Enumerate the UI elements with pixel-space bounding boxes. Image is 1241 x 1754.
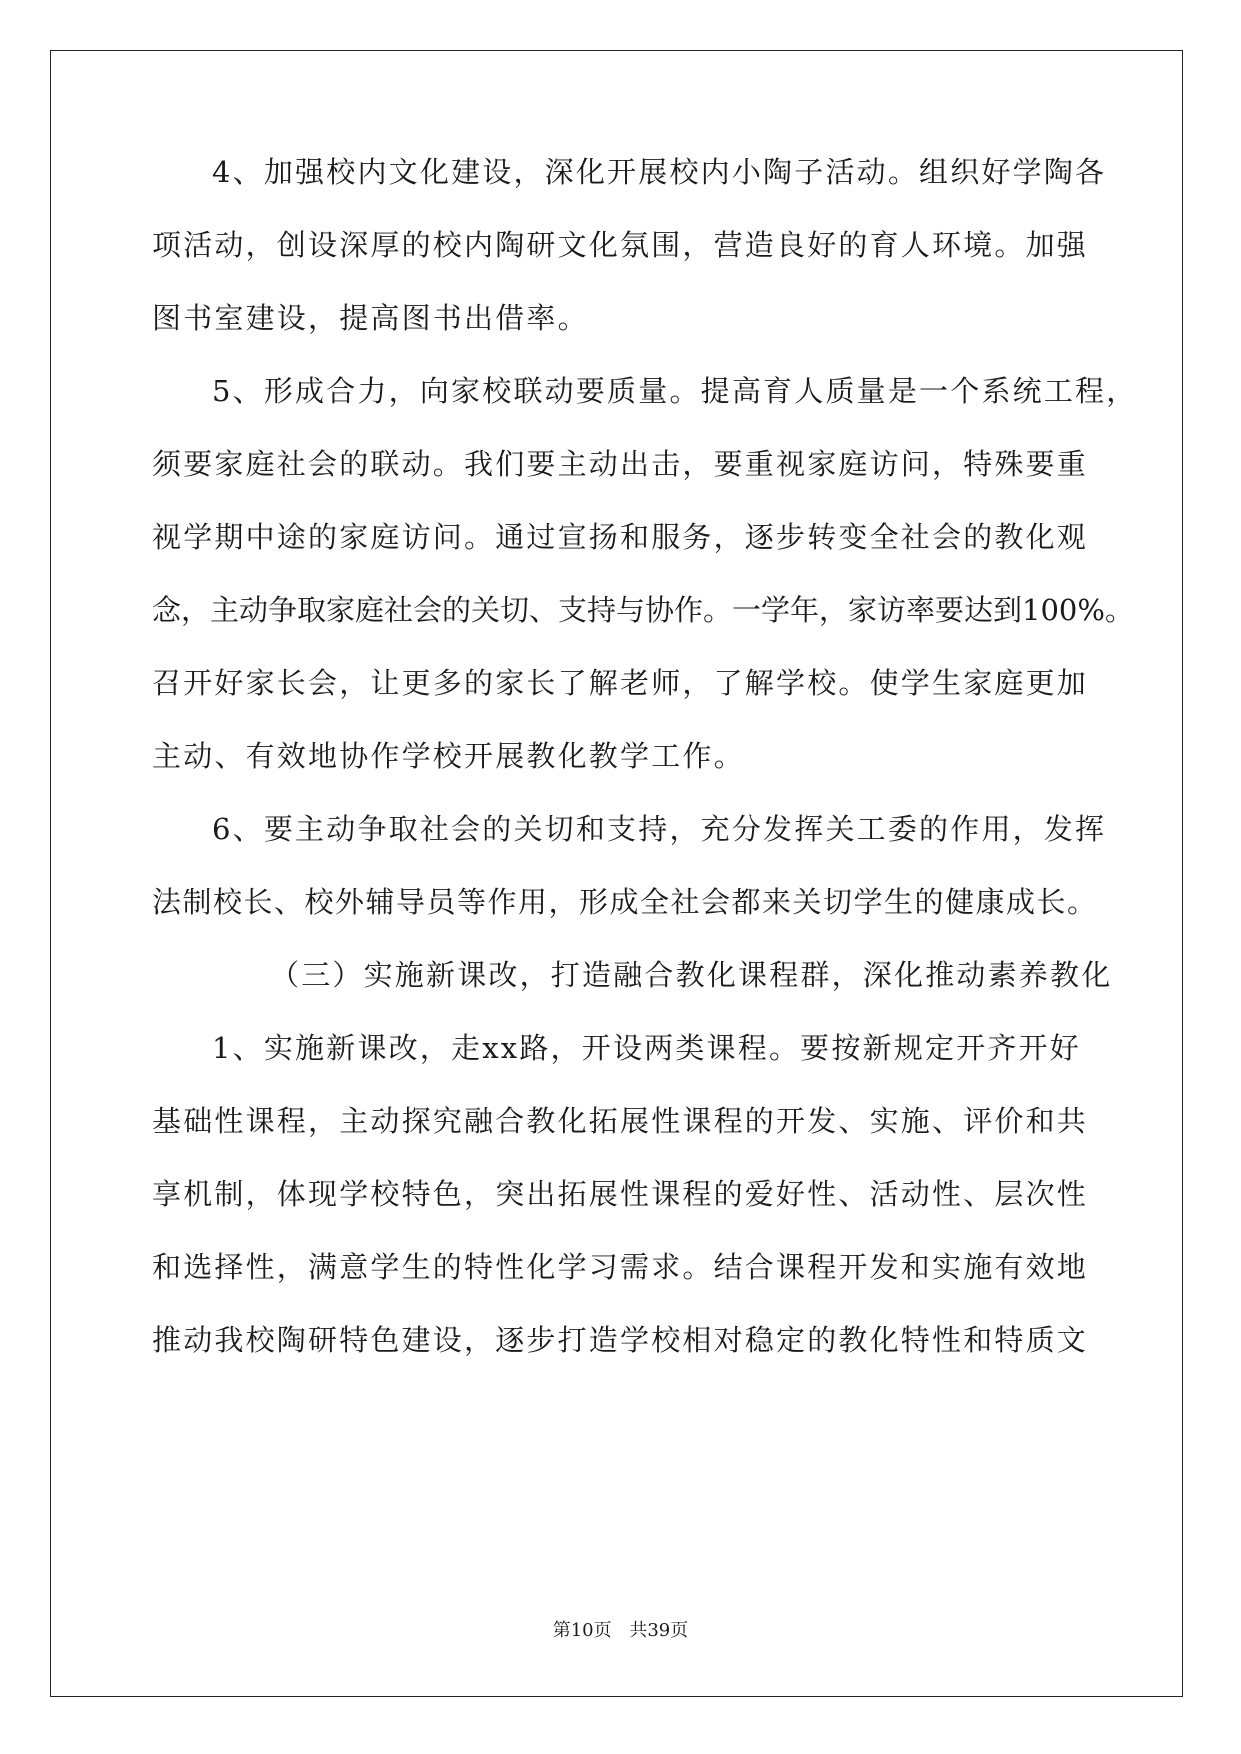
section-heading: （三）实施新课改，打造融合教化课程群，深化推动素养教化	[270, 958, 1113, 992]
text-line: 召开好家长会，让更多的家长了解老师，了解学校。使学生家庭更加	[152, 666, 1089, 700]
text-line: 法制校长、校外辅导员等作用，形成全社会都来关切学生的健康成长。	[152, 885, 1098, 919]
text-line: 主动、有效地协作学校开展教化教学工作。	[152, 739, 745, 773]
text-line: 基础性课程，主动探究融合教化拓展性课程的开发、实施、评价和共	[152, 1104, 1089, 1138]
text-line: 须要家庭社会的联动。我们要主动出击，要重视家庭访问，特殊要重	[152, 447, 1089, 481]
page-number: 第10页	[552, 1620, 612, 1641]
text-line: 项活动，创设深厚的校内陶研文化氛围，营造良好的育人环境。加强	[152, 228, 1089, 262]
text-line: 推动我校陶研特色建设，逐步打造学校相对稳定的教化特性和特质文	[152, 1323, 1089, 1357]
text-line: 6、要主动争取社会的关切和支持，充分发挥关工委的作用，发挥	[212, 812, 1107, 846]
text-line: 和选择性，满意学生的特性化学习需求。结合课程开发和实施有效地	[152, 1250, 1089, 1284]
text-line: 图书室建设，提高图书出借率。	[152, 301, 589, 335]
text-line: 视学期中途的家庭访问。通过宣扬和服务，逐步转变全社会的教化观	[152, 520, 1089, 554]
page-border	[50, 50, 1183, 1697]
text-line: 1、实施新课改，走xx路，开设两类课程。要按新规定开齐开好	[212, 1031, 1081, 1065]
page-total: 共39页	[629, 1620, 689, 1641]
text-line: 5、形成合力，向家校联动要质量。提高育人质量是一个系统工程，	[212, 374, 1138, 408]
page-footer	[0, 1620, 1241, 1642]
text-line: 享机制，体现学校特色，突出拓展性课程的爱好性、活动性、层次性	[152, 1177, 1089, 1211]
text-line: 4、加强校内文化建设，深化开展校内小陶子活动。组织好学陶各	[212, 155, 1107, 189]
text-line: 念，主动争取家庭社会的关切、支持与协作。一学年，家访率要达到100%。	[152, 593, 1134, 627]
